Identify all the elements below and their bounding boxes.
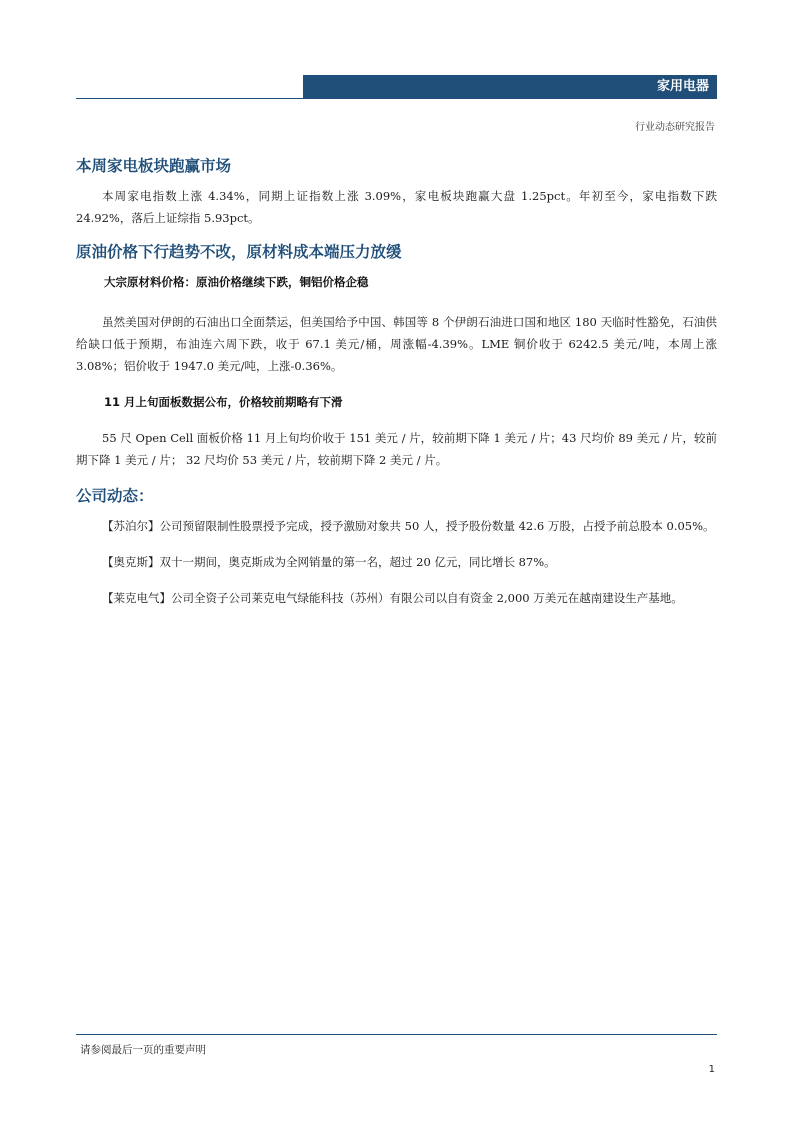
company-item: 【奥克斯】双十一期间，奥克斯成为全网销量的第一名，超过 20 亿元，同比增长 87%。 (102, 555, 556, 569)
section-heading-materials: 原油价格下行趋势不改，原材料成本端压力放缓 (76, 243, 402, 261)
report-type: 行业动态研究报告 (635, 122, 715, 133)
header-bar (303, 75, 717, 98)
panel-paragraph: 55 尺 Open Cell 面板价格 11 月上旬均价收于 151 美元 / 片，较前期下降 1 美元 / 片；43 尺均价 89 美元 / 片，较前期下降 1 美元 / 片； 32 尺均价 53 美元 / 片，较前期下降 2 美元 / 片。 (76, 431, 717, 467)
market-paragraph: 本周家电指数上涨 4.34%，同期上证指数上涨 3.09%，家电板块跑赢大盘 1.25pct。年初至今，家电指数下跌 24.92%，落后上证综指 5.93pct。 (76, 189, 717, 225)
report-body (76, 155, 717, 609)
page-number: 1 (708, 1064, 715, 1075)
subheading-commodity: 大宗原材料价格：原油价格继续下跌，铜铝价格企稳 (104, 275, 369, 289)
header-divider (76, 98, 717, 99)
disclaimer-note: 请参阅最后一页的重要声明 (80, 1044, 206, 1056)
footer-divider (76, 1034, 717, 1035)
company-item: 【苏泊尔】公司预留限制性股票授予完成，授予激励对象共 50 人，授予股份数量 42.6 万股，占授予前总股本 0.05%。 (102, 519, 715, 533)
section-heading-market: 本周家电板块跑赢市场 (76, 157, 232, 175)
company-item: 【莱克电气】公司全资子公司莱克电气绿能科技（苏州）有限公司以自有资金 2,000 万美元在越南建设生产基地。 (102, 591, 683, 605)
header-title: 家用电器 (656, 79, 709, 94)
commodity-paragraph: 虽然美国对伊朗的石油出口全面禁运，但美国给予中国、韩国等 8 个伊朗石油进口国和地区 180 天临时性豁免，石油供给缺口低于预期，布油连六周下跌，收于 67.1 美元/桶，周涨幅-4.39%。LME 铜价收于 6242.5 美元/吨，本周上涨 3.08%；铝价收于 1947.0 美元/吨，上涨-0.36%。 (76, 315, 717, 373)
subheading-panel: 11 月上旬面板数据公布，价格较前期略有下滑 (104, 395, 343, 409)
section-heading-company: 公司动态： (76, 487, 154, 505)
